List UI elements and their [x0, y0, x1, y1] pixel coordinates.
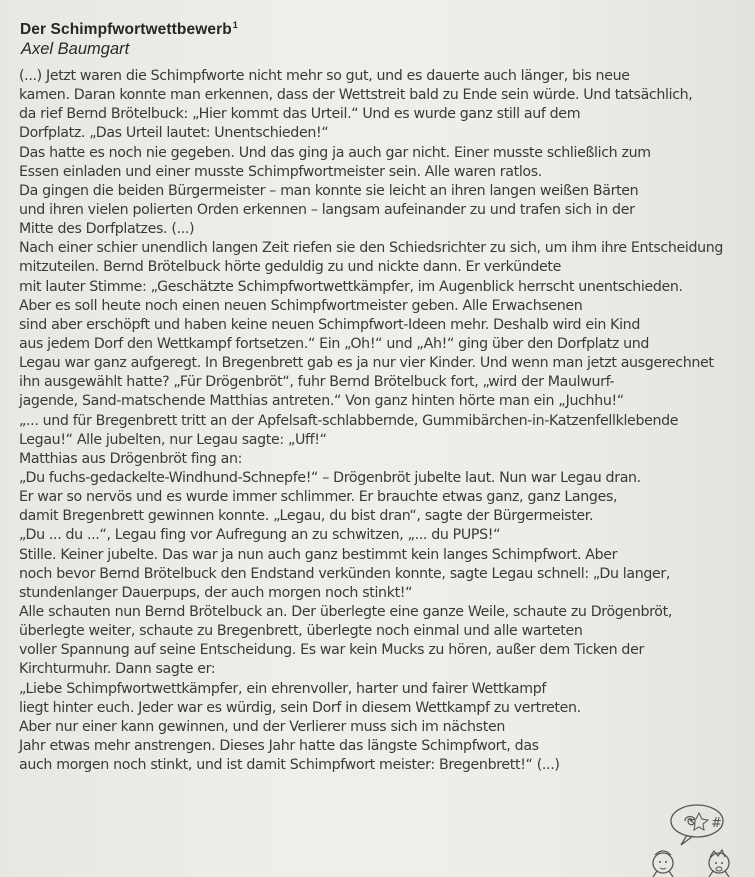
text-line: Alle schauten nun Bernd Brötelbuck an. Der überlegte eine ganze Weile, schaute zu Drögenbröt,	[19, 603, 672, 620]
text-line: Aber es soll heute noch einen neuen Schimpfwortmeister geben. Alle Erwachsenen	[19, 297, 583, 314]
text-line: liegt hinter euch. Jeder war es würdig, sein Dorf in diesem Wettkampf zu vertreten.	[19, 699, 581, 716]
text-line: da rief Bernd Brötelbuck: „Hier kommt das Urteil.“ Und es wurde ganz still auf dem	[19, 106, 581, 123]
cartoon-kids-swearing-icon	[627, 797, 747, 877]
footnote-marker: 1	[232, 20, 238, 30]
text-line: und ihren vielen polierten Orden erkennen – langsam aufeinander zu und trafen sich in der	[19, 201, 635, 218]
document-title: Der Schimpfwortwettbewerb$^1$	[20, 20, 238, 39]
text-line: Nach einer schier unendlich langen Zeit riefen sie den Schiedsrichter zu sich, um ihm ihre Entscheidung	[19, 240, 724, 257]
text-line: Stille. Keiner jubelte. Das war ja nun auch ganz bestimmt kein langes Schimpfwort. Aber	[19, 546, 618, 563]
text-line: kamen. Daran konnte man erkennen, dass der Wettstreit bald zu Ende sein würde. Und tatsächlich,	[19, 87, 693, 104]
text-line: „... und für Bregenbrett tritt an der Apfelsaft-schlabbernde, Gummibärchen-in-Katzenfellklebende	[19, 412, 679, 429]
text-line: voller Spannung auf seine Entscheidung. Es war kein Mucks zu hören, außer dem Ticken der	[19, 642, 644, 659]
text-line: stundenlanger Dauerpups, der auch morgen noch stinkt!“	[19, 584, 413, 601]
text-line: ihn ausgewählt hatte? „Für Drögenbröt“, fuhr Bernd Brötelbuck fort, „wird der Maulwurf-	[19, 374, 615, 391]
text-line: damit Bregenbrett gewinnen konnte. „Legau, du bist dran“, sagte der Bürgermeister.	[19, 508, 594, 525]
text-line: (...) Jetzt waren die Schimpfworte nicht mehr so gut, und es dauerte auch länger, bis neue	[19, 68, 630, 84]
text-line: „Du ... du ...“, Legau fing vor Aufregung an zu schwitzen, „... du PUPS!“	[19, 527, 501, 544]
text-line: noch bevor Bernd Brötelbuck den Endstand verkünden konnte, sagte Legau schnell: „Du langer,	[19, 565, 671, 582]
text-line: Er war so nervös und es wurde immer schlimmer. Er brauchte etwas ganz, ganz Langes,	[19, 489, 618, 506]
text-line: „Liebe Schimpfwortwettkämpfer, ein ehrenvoller, harter und fairer Wettkampf	[19, 680, 547, 697]
text-line: Essen einladen und einer musste Schimpfwortmeister sein. Alle waren ratlos.	[19, 163, 542, 180]
text-line: Da gingen die beiden Bürgermeister – man konnte sie leicht an ihren langen weißen Bärten	[19, 182, 639, 199]
text-line: Legau war ganz aufgeregt. In Bregenbrett gab es ja nur vier Kinder. Und wenn man jetzt ausgerechnet	[19, 355, 714, 372]
hash-symbol: #	[711, 816, 722, 831]
text-line: Jahr etwas mehr anstrengen. Dieses Jahr hatte das längste Schimpfwort, das	[19, 737, 539, 754]
text-line: mit lauter Stimme: „Geschätzte Schimpfwortwettkämpfer, im Augenblick herrscht unentschieden.	[19, 278, 683, 295]
text-line: Kirchturmuhr. Dann sagte er:	[19, 661, 216, 678]
text-line: auch morgen noch stinkt, und ist damit Schimpfwort meister: Bregenbrett!“ (...)	[19, 757, 560, 774]
text-line: aus jedem Dorf den Wettkampf fortsetzen.“ Ein „Oh!“ und „Ah!“ ging über den Dorfplatz und	[19, 335, 650, 352]
text-line: Aber nur einer kann gewinnen, und der Verlierer muss sich im nächsten	[19, 718, 505, 735]
text-line: überlegte weiter, schaute zu Bregenbrett, überlegte noch einmal und alle warteten	[19, 623, 583, 640]
story-body	[19, 67, 755, 775]
text-line: jagende, Sand-matschende Matthias antreten.“ Von ganz hinten hörte man ein „Juchhu!“	[19, 393, 624, 410]
text-line: sind aber erschöpft und haben keine neuen Schimpfwort-Ideen mehr. Deshalb wird ein Kind	[19, 316, 640, 333]
text-line: „Du fuchs-gedackelte-Windhund-Schnepfe!“ – Drögenbröt jubelte laut. Nun war Legau dran.	[19, 469, 641, 486]
document-author: Axel Baumgart	[21, 40, 130, 58]
text-line: Mitte des Dorfplatzes. (...)	[19, 221, 195, 238]
text-line: Das hatte es noch nie gegeben. Und das ging ja auch gar nicht. Einer musste schließlich zum	[19, 144, 651, 161]
text-line: Legau!“ Alle jubelten, nur Legau sagte: „Uff!“	[19, 431, 327, 448]
text-line: Matthias aus Drögenbröt fing an:	[19, 450, 243, 467]
text-line: mitzuteilen. Bernd Brötelbuck hörte geduldig zu und nickte dann. Er verkündete	[19, 259, 562, 276]
text-line: Dorfplatz. „Das Urteil lautet: Unentschieden!“	[19, 125, 329, 142]
